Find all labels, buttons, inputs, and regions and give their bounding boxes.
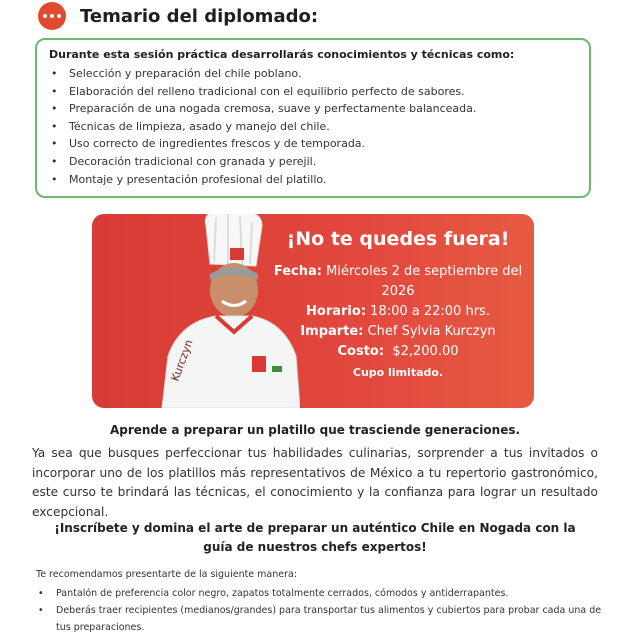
body-paragraph: Ya sea que busques perfeccionar tus habilidades culinarias, sorprender a tus invitados o incorporar uno de los platillos más representativos de México a tu repertorio gastronómico, este curso te brindará las técnicas, el conocimiento y la confianza para lograr un resultado excepcional. [32, 446, 598, 519]
promo-schedule: Horario: 18:00 a 22:00 hrs. [306, 304, 490, 319]
svg-text:Kurczyn: Kurczyn [168, 337, 196, 384]
promo-cost: Costo: $2,200.00 [337, 344, 459, 359]
promo-title: ¡No te quedes fuera! [286, 228, 510, 250]
syllabus-intro: Durante esta sesión práctica desarrollarás conocimientos y técnicas como: [49, 48, 515, 61]
promo-date: Fecha: Miércoles 2 de septiembre del 2026 [273, 264, 523, 299]
promo-banner [92, 214, 534, 408]
list-item: • Montaje y presentación profesional del platillo. [51, 172, 327, 186]
lead-heading: Aprende a preparar un platillo que trasciende generaciones. [109, 423, 521, 437]
more-dots-icon [38, 2, 66, 30]
list-item: • Elaboración del relleno tradicional con el equilibrio perfecto de sabores. [51, 84, 465, 98]
section-header [38, 2, 318, 30]
list-item: • Preparación de una nogada cremosa, suave y perfectamente balanceada. [51, 102, 477, 116]
list-item: • Técnicas de limpieza, asado y manejo del chile. [51, 119, 330, 133]
call-to-action: ¡Inscríbete y domina el arte de preparar un auténtico Chile en Nogada con la guía de nuestros chefs expertos! [54, 521, 576, 554]
recommendations-list [36, 585, 606, 636]
list-item: • Pantalón de preferencia color negro, zapatos totalmente cerrados, cómodos y antiderrapantes. [38, 588, 509, 599]
promo-instructor: Imparte: Chef Sylvia Kurczyn [300, 324, 496, 339]
promo-details [268, 228, 528, 379]
list-item: • Decoración tradicional con granada y perejil. [51, 154, 317, 168]
section-title: Temario del diplomado: [80, 5, 319, 27]
list-item: • Selección y preparación del chile poblano. [51, 67, 302, 80]
promo-limited: Cupo limitado. [352, 366, 444, 379]
list-item: • Deberás traer recipientes (medianos/grandes) para transportar tus alimentos y cubiertos para probar cada una de tus preparaciones. [38, 605, 602, 633]
list-item: • Uso correcto de ingredientes frescos y de temporada. [51, 137, 366, 151]
recommendations-intro: Te recomendamos presentarte de la siguiente manera: [36, 569, 298, 580]
syllabus-box [35, 38, 591, 198]
syllabus-list [49, 65, 577, 188]
